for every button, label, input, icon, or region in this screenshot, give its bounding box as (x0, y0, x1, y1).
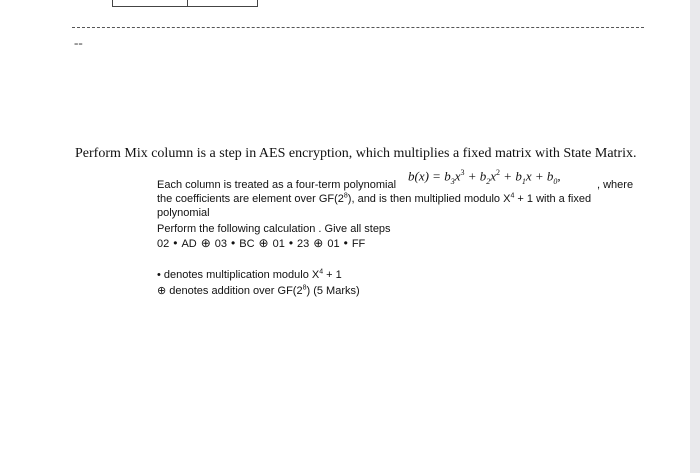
instruction-line: Perform the following calculation . Give all steps (157, 223, 391, 235)
table-fragment (112, 0, 258, 7)
text-line-2: the coefficients are element over $GF(2^8)$, and is then multiplied modulo $X^4 + 1$ with a fixed (157, 192, 592, 205)
polynomial-formula: $b(x) = b_3x^3 + b_2x^2 + b_1x + b_0$, (408, 168, 561, 186)
dash-marks: -- (74, 35, 83, 50)
text-line-3: polynomial (157, 207, 210, 219)
dashed-separator (72, 27, 644, 28)
legend-addition: ⊕ denotes addition over $GF(2^8)$ (5 Marks) (157, 284, 360, 297)
text-line-1: Each column is treated as a four-term polynomial , where (157, 179, 634, 191)
calculation-expression: 02 • AD ⊕ 03 • BC ⊕ 01 • 23 ⊕ 01 • FF (157, 236, 366, 250)
where-text: , where (597, 179, 634, 191)
legend-multiplication: • denotes multiplication modulo $X^4 + 1$ (157, 268, 342, 281)
intro-text: Perform Mix column is a step in AES encryption, which multiplies a fixed matrix with State Matrix. (75, 146, 637, 161)
